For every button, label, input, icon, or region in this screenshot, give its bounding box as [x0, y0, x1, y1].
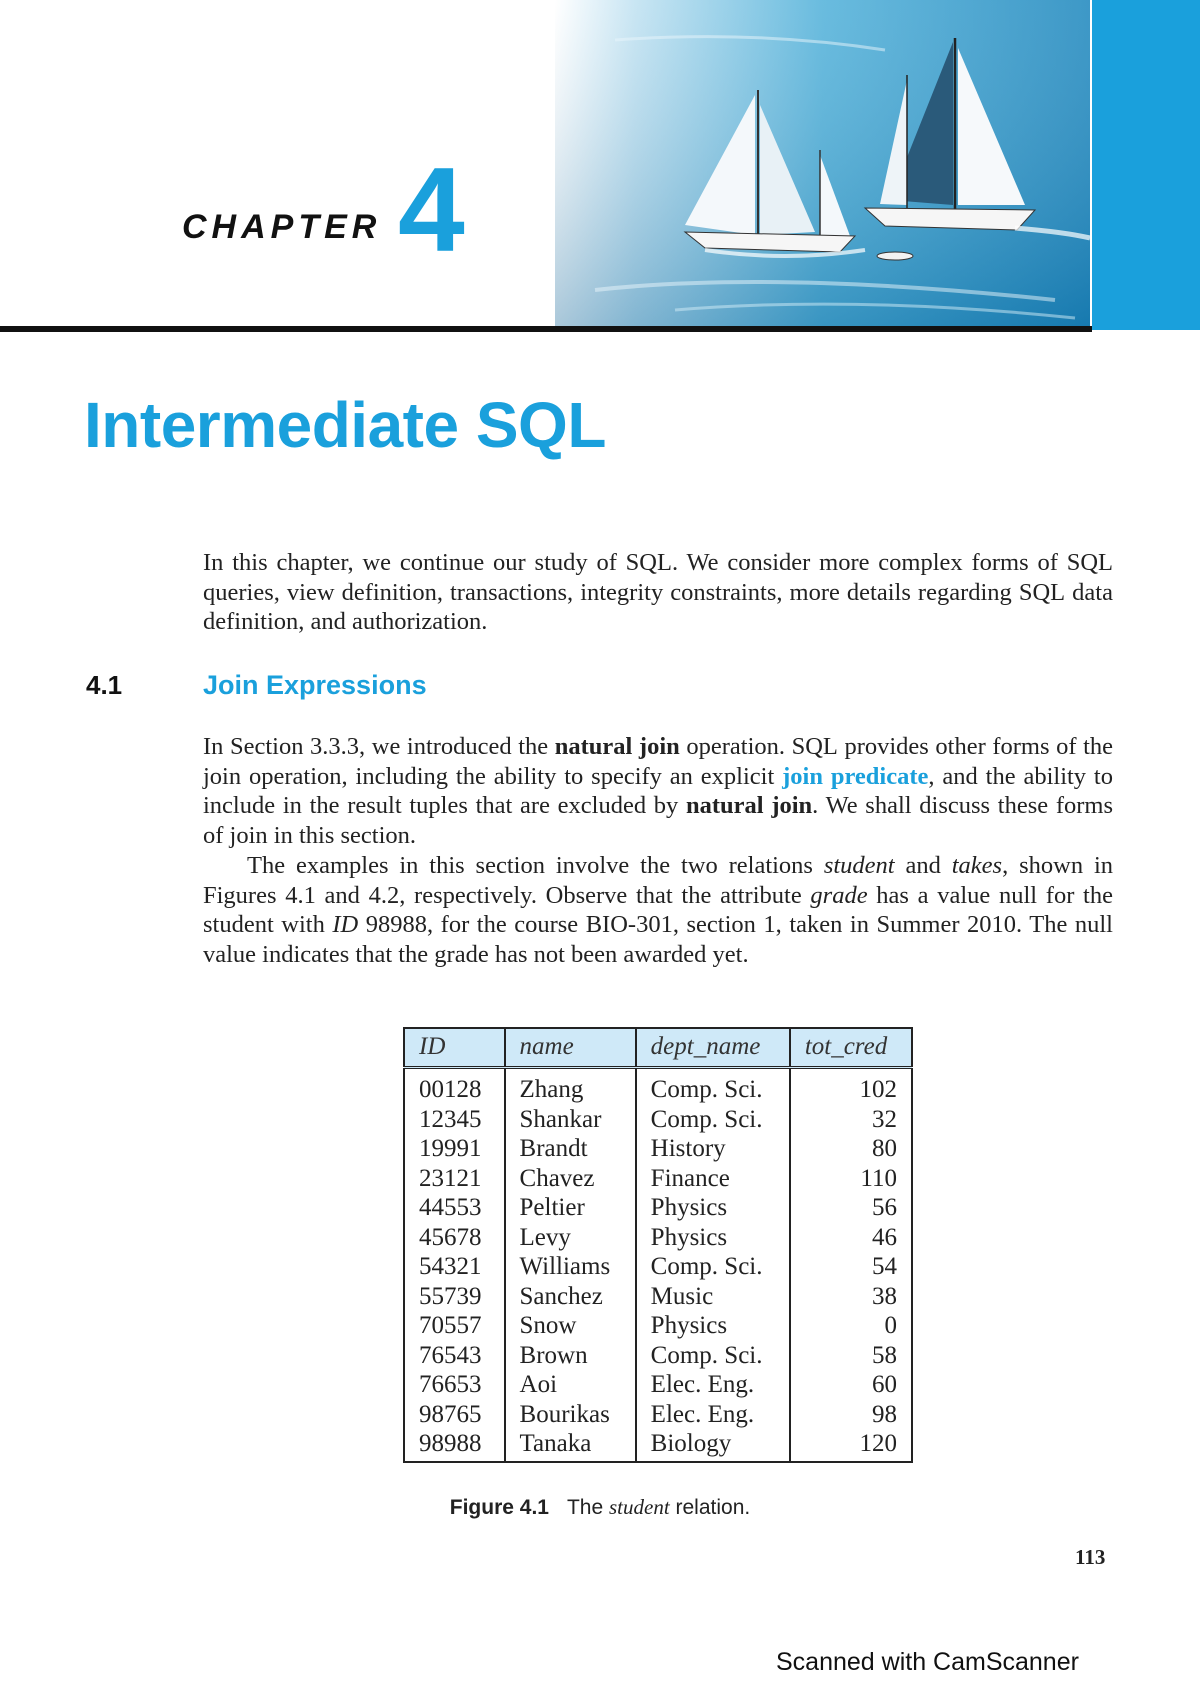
cell-tot-cred: 58	[790, 1341, 912, 1371]
cell-tot-cred: 0	[790, 1311, 912, 1341]
chapter-number: 4	[398, 143, 465, 277]
cell-name: Shankar	[505, 1105, 636, 1135]
cell-id: 45678	[404, 1223, 505, 1253]
cell-dept-name: Comp. Sci.	[636, 1105, 790, 1135]
figure-caption: Figure 4.1 The student relation.	[449, 1495, 751, 1519]
cell-id: 12345	[404, 1105, 505, 1135]
student-relation-table	[403, 1027, 913, 1463]
cell-tot-cred: 46	[790, 1223, 912, 1253]
cell-name: Tanaka	[505, 1429, 636, 1462]
cell-id: 98765	[404, 1400, 505, 1430]
cell-name: Snow	[505, 1311, 636, 1341]
cell-name: Peltier	[505, 1193, 636, 1223]
cell-dept-name: Music	[636, 1282, 790, 1312]
cell-id: 76543	[404, 1341, 505, 1371]
cell-tot-cred: 60	[790, 1370, 912, 1400]
table-row	[404, 1068, 912, 1105]
cell-dept-name: Physics	[636, 1193, 790, 1223]
chapter-label: CHAPTER	[182, 208, 382, 246]
table-row	[404, 1400, 912, 1430]
cell-dept-name: Elec. Eng.	[636, 1370, 790, 1400]
cell-name: Brandt	[505, 1134, 636, 1164]
cell-dept-name: Finance	[636, 1164, 790, 1194]
cell-tot-cred: 32	[790, 1105, 912, 1135]
cell-id: 98988	[404, 1429, 505, 1462]
table-row	[404, 1105, 912, 1135]
page-number: 113	[1075, 1545, 1106, 1569]
cell-name: Chavez	[505, 1164, 636, 1194]
cell-tot-cred: 102	[790, 1068, 912, 1105]
figure-label: Figure 4.1	[449, 1496, 549, 1519]
section-paragraph-1: In Section 3.3.3, we introduced the natural join operation. SQL provides other forms of the join operation, including the ability to specify an explicit join predicate, and the ability to include in the result tuples that are excluded by natural join. We shall discuss these forms of join in this section.	[203, 733, 1113, 849]
cell-id: 23121	[404, 1164, 505, 1194]
cell-id: 55739	[404, 1282, 505, 1312]
table-row	[404, 1252, 912, 1282]
cell-name: Aoi	[505, 1370, 636, 1400]
cell-tot-cred: 56	[790, 1193, 912, 1223]
table-row	[404, 1282, 912, 1312]
cell-id: 44553	[404, 1193, 505, 1223]
cell-name: Levy	[505, 1223, 636, 1253]
table-row	[404, 1164, 912, 1194]
table-row	[404, 1341, 912, 1371]
cell-tot-cred: 38	[790, 1282, 912, 1312]
cell-dept-name: Biology	[636, 1429, 790, 1462]
accent-bar	[1092, 0, 1200, 330]
cell-name: Brown	[505, 1341, 636, 1371]
table-row	[404, 1223, 912, 1253]
cell-id: 70557	[404, 1311, 505, 1341]
table-row	[404, 1370, 912, 1400]
cell-id: 00128	[404, 1068, 505, 1105]
cell-tot-cred: 98	[790, 1400, 912, 1430]
chapter-title: Intermediate SQL	[84, 389, 606, 461]
cell-tot-cred: 54	[790, 1252, 912, 1282]
cell-name: Williams	[505, 1252, 636, 1282]
column-header-tot-cred: tot_cred	[790, 1028, 912, 1068]
cell-dept-name: Physics	[636, 1311, 790, 1341]
section-paragraph-2: The examples in this section involve the two relations student and takes, shown in Figures 4.1 and 4.2, respectively. Observe that the attribute grade has a value null for the student with ID 98988, for the course BIO-301, section 1, taken in Summer 2010. The null value indicates that the grade has not been awarded yet.	[203, 852, 1113, 968]
table-row	[404, 1429, 912, 1462]
cell-dept-name: Comp. Sci.	[636, 1341, 790, 1371]
cell-dept-name: History	[636, 1134, 790, 1164]
table-row	[404, 1193, 912, 1223]
cell-name: Zhang	[505, 1068, 636, 1105]
section-title: Join Expressions	[203, 670, 427, 700]
scanner-watermark: Scanned with CamScanner	[776, 1648, 1079, 1676]
header-rule	[0, 326, 1092, 332]
column-header-dept-name: dept_name	[636, 1028, 790, 1068]
cell-dept-name: Elec. Eng.	[636, 1400, 790, 1430]
column-header-name: name	[505, 1028, 636, 1068]
table-row	[404, 1311, 912, 1341]
cell-name: Bourikas	[505, 1400, 636, 1430]
intro-paragraph: In this chapter, we continue our study of SQL. We consider more complex forms of SQL queries, view definition, transactions, integrity constraints, more details regarding SQL data definition, and authorization.	[203, 549, 1113, 635]
cell-tot-cred: 80	[790, 1134, 912, 1164]
cell-dept-name: Physics	[636, 1223, 790, 1253]
table-row	[404, 1134, 912, 1164]
cell-id: 19991	[404, 1134, 505, 1164]
cell-name: Sanchez	[505, 1282, 636, 1312]
table-header-row	[404, 1028, 912, 1068]
column-header-id: ID	[404, 1028, 505, 1068]
join-predicate-term: join predicate	[782, 762, 929, 790]
sailboat-banner-image	[555, 0, 1090, 330]
cell-id: 76653	[404, 1370, 505, 1400]
cell-dept-name: Comp. Sci.	[636, 1068, 790, 1105]
section-number: 4.1	[86, 670, 123, 700]
cell-dept-name: Comp. Sci.	[636, 1252, 790, 1282]
cell-tot-cred: 110	[790, 1164, 912, 1194]
cell-id: 54321	[404, 1252, 505, 1282]
cell-tot-cred: 120	[790, 1429, 912, 1462]
